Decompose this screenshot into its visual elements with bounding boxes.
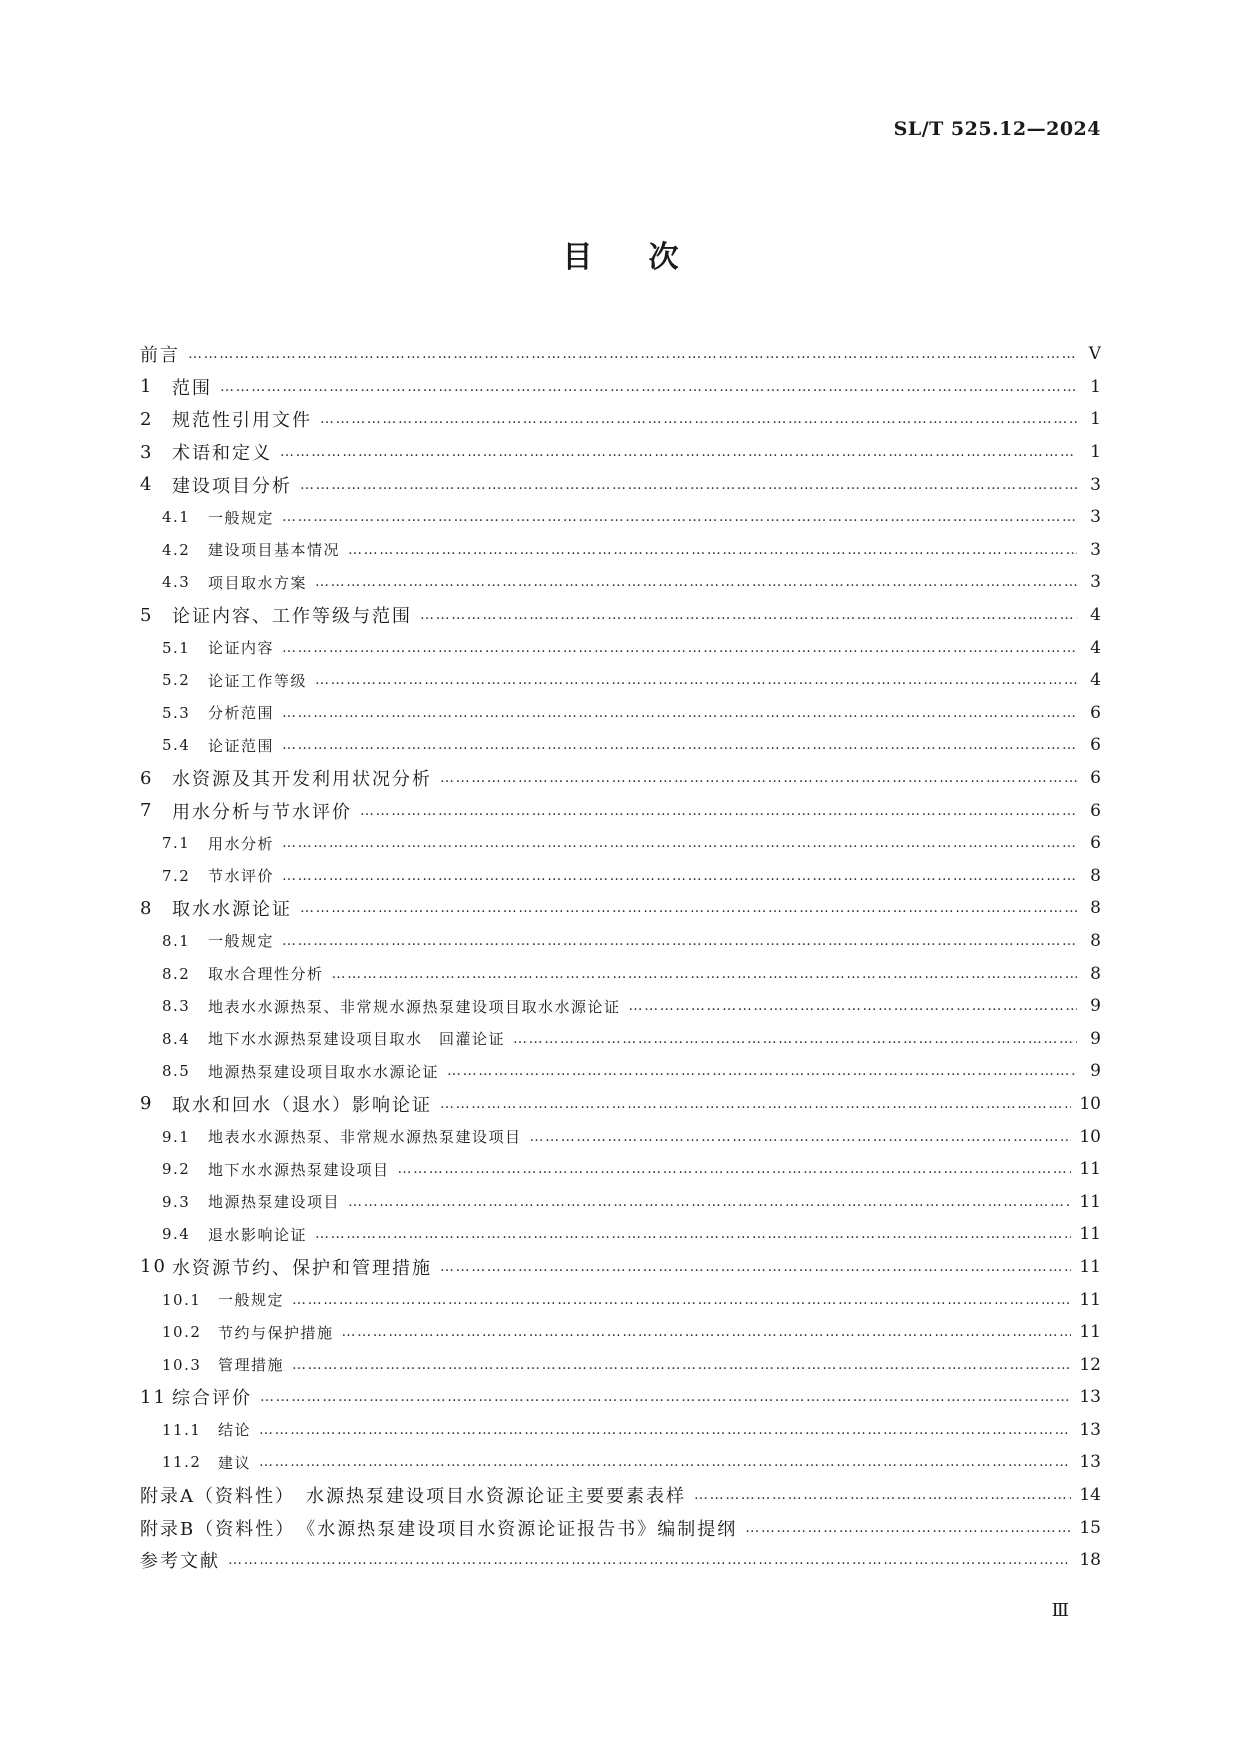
toc-entry[interactable] [140, 762, 1101, 795]
document-code: SL/T 525.12—2024 [893, 118, 1101, 140]
toc-entry-number: 5.1 [162, 638, 191, 657]
toc-entry-page: 15 [1079, 1517, 1101, 1538]
toc-dot-leader [282, 737, 1077, 753]
toc-entry-title: 附录B（资料性） 《水源热泵建设项目水资源论证报告书》编制提纲 [140, 1518, 738, 1540]
toc-entry-number: 10.3 [162, 1355, 202, 1374]
toc-entry-number: 1 [140, 376, 154, 398]
toc-entry[interactable] [140, 860, 1101, 893]
toc-entry[interactable] [140, 1544, 1101, 1577]
toc-entry[interactable] [140, 827, 1101, 860]
toc-entry-page: 6 [1090, 735, 1101, 756]
toc-dot-leader [513, 1031, 1077, 1047]
toc-entry-page: 11 [1079, 1256, 1101, 1277]
toc-entry-title: 一般规定 [218, 1291, 285, 1310]
toc-entry-page: 10 [1079, 1126, 1101, 1147]
toc-entry-title: 规范性引用文件 [172, 410, 312, 432]
toc-entry-page: 11 [1079, 1224, 1101, 1245]
toc-entry-number: 7 [140, 800, 154, 822]
toc-entry-title: 项目取水方案 [208, 573, 308, 592]
toc-dot-leader [348, 1194, 1071, 1210]
toc-dot-leader [530, 1129, 1072, 1145]
toc-entry-number: 2 [140, 408, 154, 430]
toc-entry-page: 9 [1090, 1028, 1101, 1049]
toc-entry[interactable] [140, 664, 1101, 697]
toc-entry[interactable] [140, 1185, 1101, 1218]
toc-entry[interactable] [140, 1055, 1101, 1088]
toc-dot-leader [348, 542, 1077, 558]
toc-entry-page: 18 [1079, 1550, 1101, 1571]
toc-entry-number: 5 [140, 604, 154, 626]
toc-entry-title: 一般规定 [208, 932, 275, 951]
toc-entry[interactable] [140, 1479, 1101, 1512]
toc-entry-page: Ⅴ [1088, 344, 1101, 365]
toc-entry-page: 8 [1090, 963, 1101, 984]
toc-entry-title: 地表水水源热泵、非常规水源热泵建设项目 [208, 1128, 522, 1147]
toc-entry[interactable] [140, 566, 1101, 599]
toc-entry-title: 附录A（资料性） 水源热泵建设项目水资源论证主要要素表样 [140, 1486, 686, 1508]
toc-entry[interactable] [140, 534, 1101, 567]
toc-dot-leader [228, 1552, 1071, 1568]
toc-entry-page: 11 [1079, 1159, 1101, 1180]
toc-entry-title: 地下水水源热泵建设项目 [208, 1160, 390, 1179]
toc-entry-number: 3 [140, 441, 154, 463]
toc-entry-page: 6 [1090, 702, 1101, 723]
toc-entry-title: 地源热泵建设项目 [208, 1193, 341, 1212]
toc-entry-page: 11 [1079, 1322, 1101, 1343]
toc-entry-page: 6 [1090, 800, 1101, 821]
toc-entry-page: 1 [1090, 442, 1101, 463]
toc-entry-number: 9.1 [162, 1127, 191, 1146]
toc-entry-page: 1 [1090, 409, 1101, 430]
toc-entry-page: 3 [1090, 507, 1101, 528]
toc-entry-title: 管理措施 [218, 1356, 285, 1375]
toc-entry[interactable] [140, 436, 1101, 469]
toc-entry-number: 11.2 [162, 1453, 202, 1472]
toc-entry-number: 4.3 [162, 573, 191, 592]
toc-entry-page: 8 [1090, 898, 1101, 919]
toc-dot-leader [280, 444, 1077, 460]
toc-entry[interactable] [140, 599, 1101, 632]
toc-dot-leader [188, 346, 1077, 362]
toc-entry-title: 退水影响论证 [208, 1225, 308, 1244]
toc-entry-page: 8 [1090, 865, 1101, 886]
toc-dot-leader [282, 509, 1077, 525]
toc-entry-title: 地源热泵建设项目取水水源论证 [208, 1062, 440, 1081]
toc-entry-title: 一般规定 [208, 508, 275, 527]
toc-dot-leader [315, 1226, 1071, 1242]
toc-entry-page: 13 [1079, 1419, 1101, 1440]
toc-entry-page: 14 [1079, 1485, 1101, 1506]
toc-entry-page: 3 [1090, 572, 1101, 593]
toc-dot-leader [282, 868, 1077, 884]
toc-entry-number: 8 [140, 897, 154, 919]
toc-entry[interactable] [140, 1316, 1101, 1349]
toc-entry-page: 9 [1090, 1061, 1101, 1082]
toc-dot-leader [259, 1422, 1071, 1438]
toc-entry-number: 5.4 [162, 736, 191, 755]
toc-entry-title: 地表水水源热泵、非常规水源热泵建设项目取水水源论证 [208, 997, 621, 1016]
toc-entry-number: 6 [140, 767, 154, 789]
toc-entry-title: 建设项目基本情况 [208, 541, 341, 560]
toc-entry[interactable] [140, 1511, 1101, 1544]
toc-entry-number: 9 [140, 1093, 154, 1115]
toc-entry[interactable] [140, 1283, 1101, 1316]
toc-entry-title: 论证内容、工作等级与范围 [172, 606, 412, 628]
toc-entry-number: 8.4 [162, 1029, 191, 1048]
toc-entry-title: 综合评价 [172, 1388, 252, 1410]
toc-dot-leader [342, 1324, 1072, 1340]
toc-entry-number: 7.2 [162, 866, 191, 885]
toc-dot-leader [398, 1161, 1072, 1177]
toc-entry-page: 13 [1079, 1452, 1101, 1473]
toc-entry[interactable] [140, 1251, 1101, 1284]
toc-entry-number: 8.3 [162, 997, 191, 1016]
toc-entry[interactable] [140, 1022, 1101, 1055]
toc-dot-leader [420, 607, 1077, 623]
toc-entry-number: 4.1 [162, 508, 191, 527]
toc-entry-title: 建议 [218, 1453, 252, 1472]
page-title: 目次 [562, 240, 735, 275]
toc-entry-page: 4 [1090, 670, 1101, 691]
toc-entry-title: 范围 [172, 377, 212, 399]
toc-entry-number: 8.1 [162, 931, 191, 950]
toc-dot-leader [282, 835, 1077, 851]
toc-entry-page: 3 [1090, 474, 1101, 495]
toc-entry-page: 4 [1090, 637, 1101, 658]
toc-entry[interactable] [140, 697, 1101, 730]
toc-entry[interactable] [140, 501, 1101, 534]
toc-dot-leader [282, 705, 1077, 721]
toc-entry[interactable] [140, 468, 1101, 501]
toc-entry-title: 结论 [218, 1421, 252, 1440]
toc-entry[interactable] [140, 1218, 1101, 1251]
toc-dot-leader [440, 770, 1077, 786]
toc-dot-leader [447, 1063, 1077, 1079]
toc-entry-title: 术语和定义 [172, 443, 272, 465]
toc-entry-page: 13 [1079, 1387, 1101, 1408]
toc-entry-title: 用水分析与节水评价 [172, 801, 352, 823]
page-number: Ⅲ [1051, 1600, 1069, 1621]
toc-dot-leader [360, 803, 1077, 819]
toc-entry[interactable] [140, 892, 1101, 925]
toc-entry-page: 8 [1090, 930, 1101, 951]
toc-dot-leader [300, 477, 1077, 493]
toc-entry-title: 分析范围 [208, 704, 275, 723]
toc-entry-page: 1 [1090, 376, 1101, 397]
toc-entry-page: 4 [1090, 605, 1101, 626]
toc-entry-number: 11 [140, 1386, 167, 1408]
toc-entry[interactable] [140, 631, 1101, 664]
toc-entry[interactable] [140, 729, 1101, 762]
toc-entry-number: 9.3 [162, 1192, 191, 1211]
toc-entry-number: 4.2 [162, 540, 191, 559]
toc-entry-number: 10.1 [162, 1290, 202, 1309]
toc-entry-page: 10 [1079, 1093, 1101, 1114]
toc-entry[interactable] [140, 1088, 1101, 1121]
toc-entry-number: 10 [140, 1256, 167, 1278]
toc-dot-leader [315, 672, 1077, 688]
toc-entry[interactable] [140, 957, 1101, 990]
toc-entry[interactable] [140, 1120, 1101, 1153]
toc-entry-number: 11.1 [162, 1420, 202, 1439]
toc-entry-page: 12 [1079, 1354, 1101, 1375]
toc-entry[interactable] [140, 1414, 1101, 1447]
toc-entry[interactable] [140, 990, 1101, 1023]
toc-entry-page: 6 [1090, 768, 1101, 789]
toc-entry[interactable] [140, 1381, 1101, 1414]
toc-entry-number: 10.2 [162, 1323, 202, 1342]
toc-entry-number: 5.2 [162, 671, 191, 690]
toc-entry[interactable] [140, 403, 1101, 436]
toc-entry[interactable] [140, 371, 1101, 404]
toc-entry[interactable] [140, 1446, 1101, 1479]
toc-dot-leader [300, 900, 1077, 916]
toc-dot-leader [629, 998, 1077, 1014]
toc-entry-page: 9 [1090, 996, 1101, 1017]
toc-entry-number: 9.4 [162, 1225, 191, 1244]
toc-entry-title: 节水评价 [208, 867, 275, 886]
toc-entry-title: 取水合理性分析 [208, 965, 324, 984]
toc-entry-title: 取水水源论证 [172, 899, 292, 921]
toc-entry-page: 3 [1090, 539, 1101, 560]
toc-dot-leader [282, 640, 1077, 656]
toc-dot-leader [292, 1292, 1071, 1308]
toc-entry-title: 论证工作等级 [208, 671, 308, 690]
toc-dot-leader [259, 1454, 1071, 1470]
table-of-contents [140, 338, 1101, 1577]
toc-dot-leader [320, 411, 1077, 427]
toc-entry-title: 用水分析 [208, 834, 275, 853]
toc-entry-title: 取水和回水（退水）影响论证 [172, 1094, 432, 1116]
toc-dot-leader [694, 1487, 1071, 1503]
toc-dot-leader [332, 966, 1077, 982]
toc-entry-number: 8.5 [162, 1062, 191, 1081]
toc-dot-leader [440, 1096, 1071, 1112]
toc-entry-page: 6 [1090, 833, 1101, 854]
toc-dot-leader [745, 1520, 1071, 1536]
toc-entry-title: 参考文献 [140, 1551, 220, 1573]
toc-dot-leader [315, 574, 1077, 590]
toc-entry[interactable] [140, 925, 1101, 958]
toc-entry-title: 前言 [140, 345, 180, 367]
toc-entry-title: 水资源节约、保护和管理措施 [172, 1257, 432, 1279]
toc-entry-title: 论证范围 [208, 736, 275, 755]
toc-entry-number: 7.1 [162, 834, 191, 853]
toc-entry-number: 5.3 [162, 703, 191, 722]
toc-entry-title: 节约与保护措施 [218, 1323, 334, 1342]
toc-entry[interactable] [140, 794, 1101, 827]
toc-dot-leader [292, 1357, 1071, 1373]
toc-entry[interactable] [140, 1153, 1101, 1186]
toc-entry-number: 8.2 [162, 964, 191, 983]
toc-entry-title: 论证内容 [208, 639, 275, 658]
toc-dot-leader [260, 1389, 1071, 1405]
toc-dot-leader [440, 1259, 1071, 1275]
toc-entry[interactable] [140, 1348, 1101, 1381]
toc-entry-page: 11 [1079, 1191, 1101, 1212]
toc-entry-page: 11 [1079, 1289, 1101, 1310]
toc-dot-leader [282, 933, 1077, 949]
toc-entry-title: 建设项目分析 [172, 475, 292, 497]
toc-entry-number: 9.2 [162, 1160, 191, 1179]
toc-entry[interactable] [140, 338, 1101, 371]
toc-entry-title: 水资源及其开发利用状况分析 [172, 769, 432, 791]
toc-entry-title: 地下水水源热泵建设项目取水 回灌论证 [208, 1030, 506, 1049]
toc-dot-leader [220, 379, 1077, 395]
toc-entry-number: 4 [140, 474, 154, 496]
